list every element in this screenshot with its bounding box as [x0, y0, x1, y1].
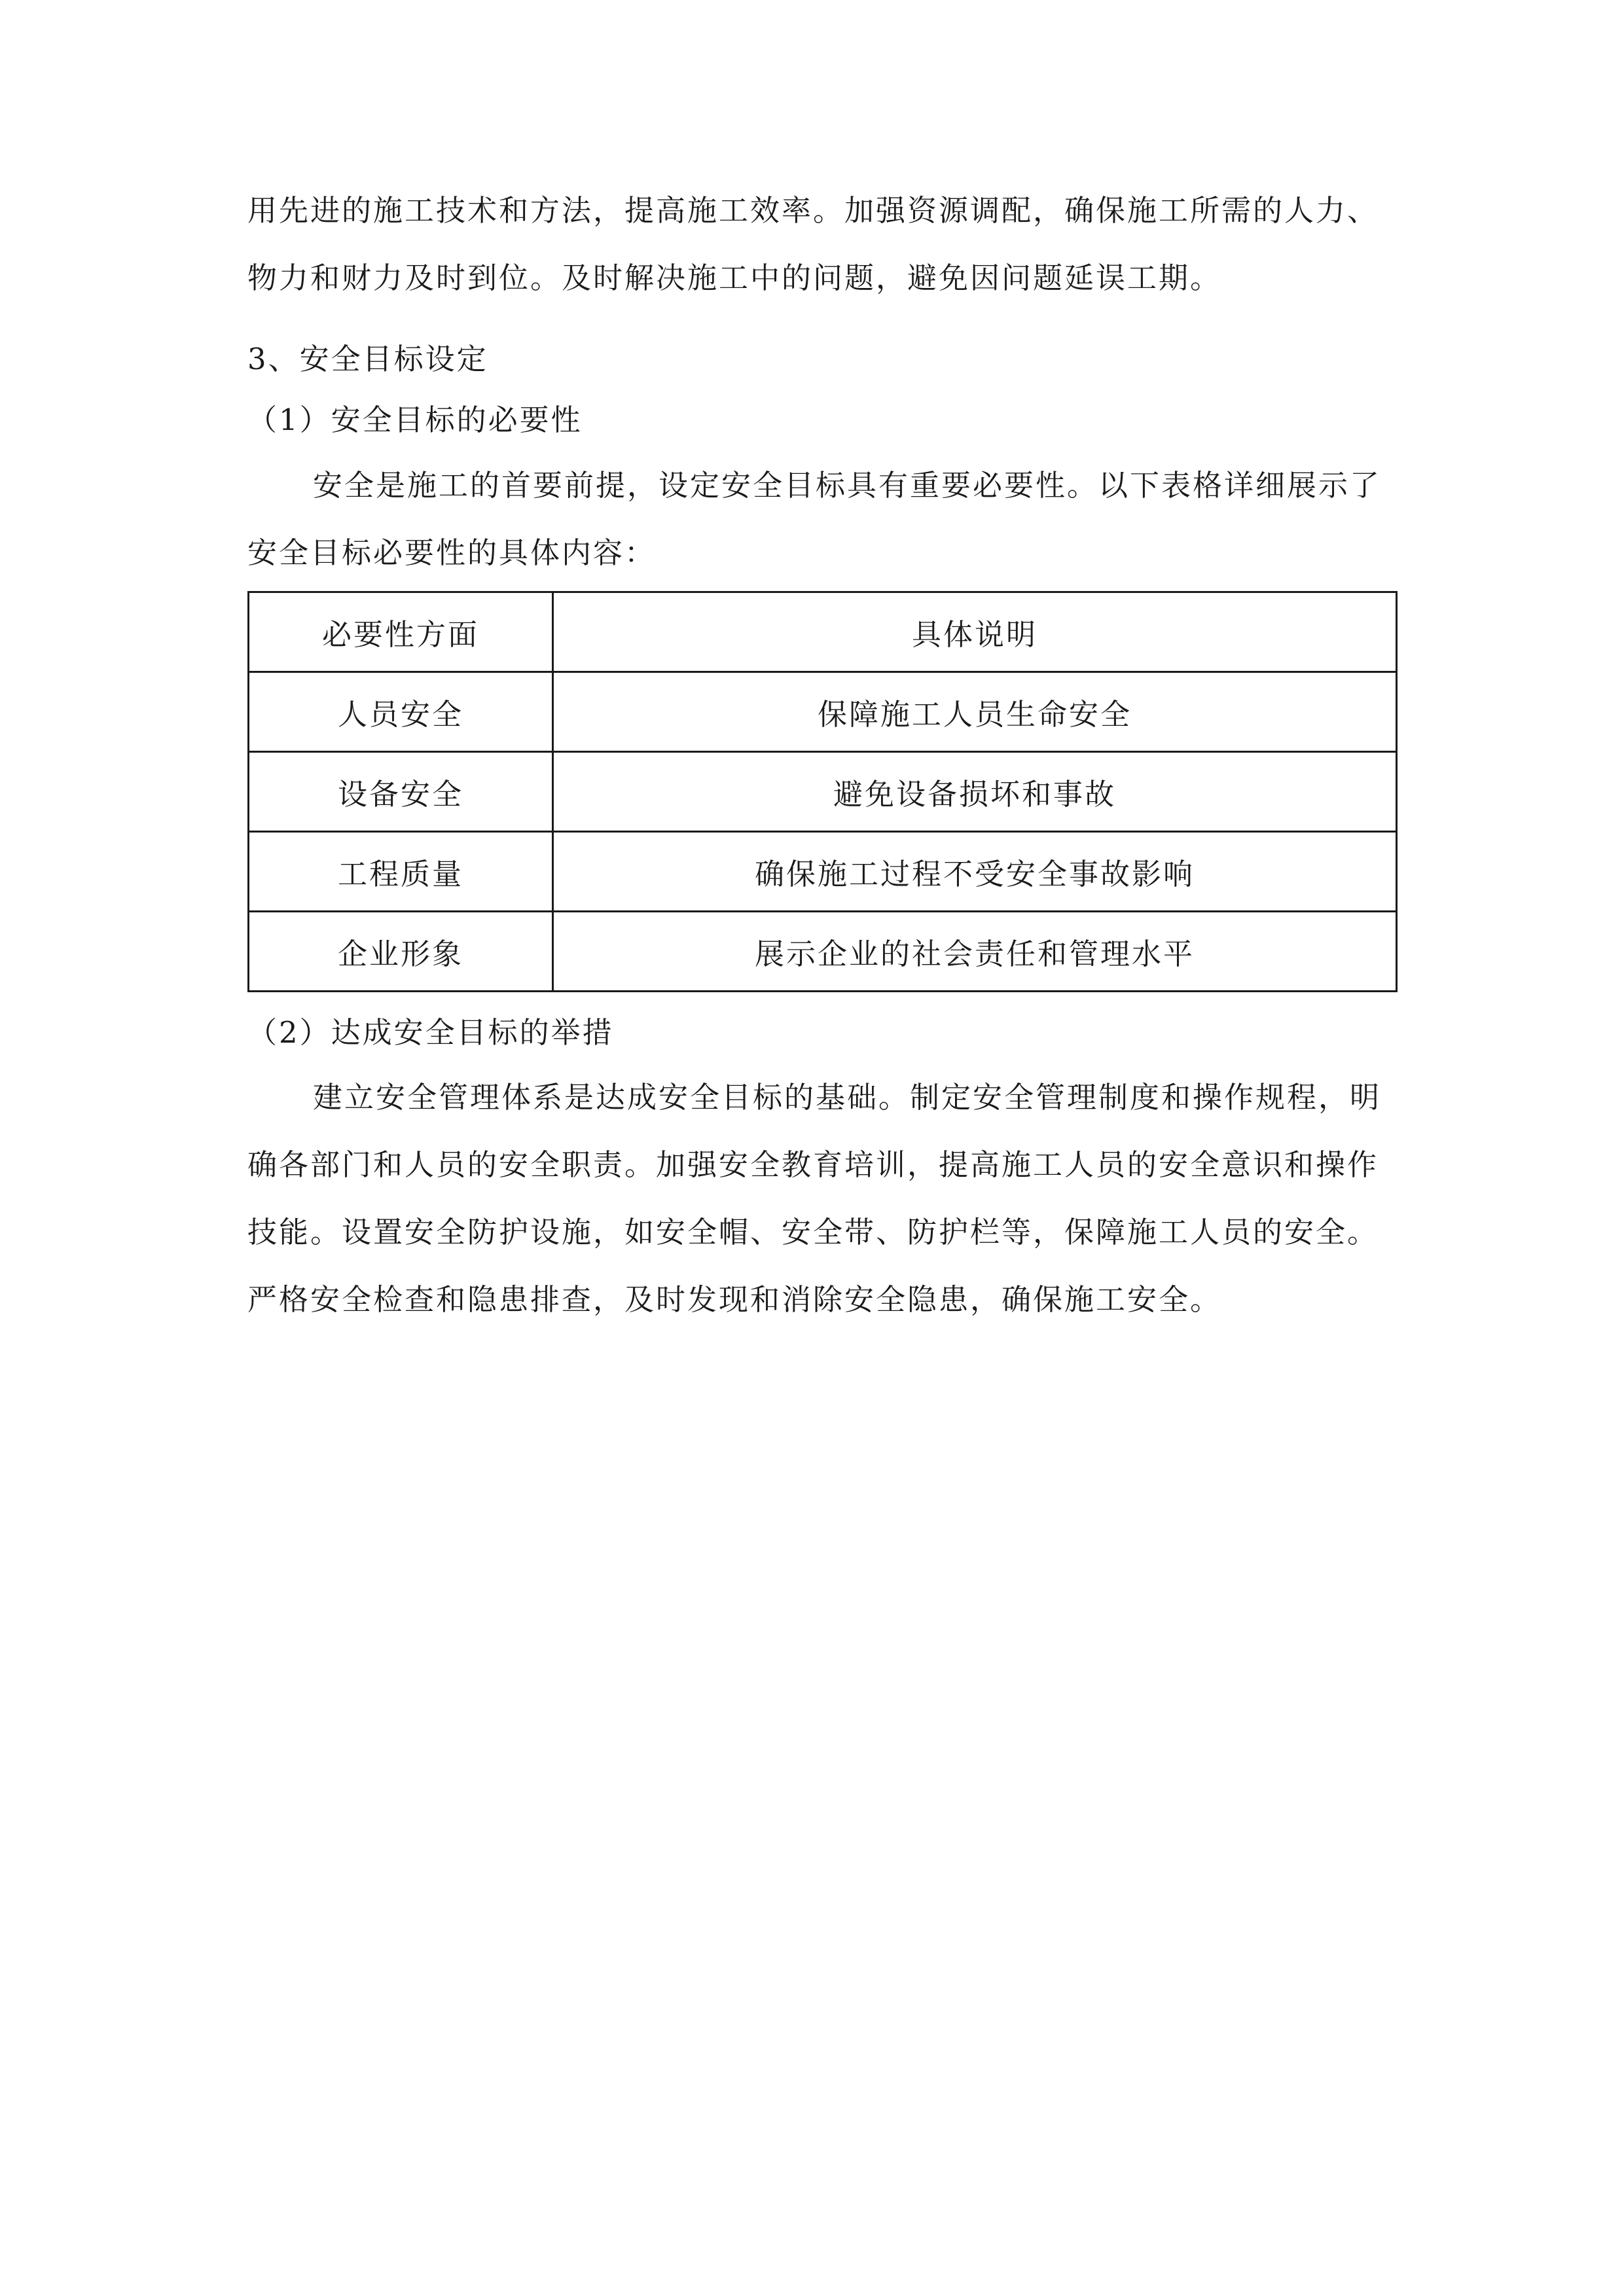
table-header-row: [249, 592, 1397, 672]
table-row: [249, 672, 1397, 752]
table-row: [249, 752, 1397, 832]
table-row: [249, 832, 1397, 912]
table-header-cell: 必要性方面: [249, 592, 553, 672]
subheading-safety-measures: （2）达成安全目标的举措: [247, 1015, 614, 1050]
table-cell-description: 确保施工过程不受安全事故影响: [553, 832, 1397, 912]
table-row: [249, 912, 1397, 992]
subheading-safety-necessity: （1）安全目标的必要性: [247, 403, 583, 437]
paragraph-safety-measures: 建立安全管理体系是达成安全目标的基础。制定安全管理制度和操作规程，明确各部门和人员的安全职责。加强安全教育培训，提高施工人员的安全意识和操作技能。设置安全防护设施，如安全帽、安全带、防护栏等，保障施工人员的安全。严格安全检查和隐患排查，及时发现和消除安全隐患，确保施工安全。: [247, 1080, 1382, 1317]
table-cell-description: 展示企业的社会责任和管理水平: [553, 912, 1397, 992]
table-cell-description: 避免设备损坏和事故: [553, 752, 1397, 832]
table-cell-description: 保障施工人员生命安全: [553, 672, 1397, 752]
paragraph-safety-necessity: 安全是施工的首要前提，设定安全目标具有重要必要性。以下表格详细展示了安全目标必要性的具体内容：: [247, 468, 1382, 570]
table-cell-aspect: 企业形象: [249, 912, 553, 992]
paragraph-construction-efficiency: 用先进的施工技术和方法，提高施工效率。加强资源调配，确保施工所需的人力、物力和财力及时到位。及时解决施工中的问题，避免因问题延误工期。: [247, 193, 1379, 295]
table-cell-aspect: 人员安全: [249, 672, 553, 752]
section-heading-safety-goals: 3、安全目标设定: [247, 342, 488, 376]
table-header-cell: 具体说明: [553, 592, 1397, 672]
table-cell-aspect: 设备安全: [249, 752, 553, 832]
safety-necessity-table: [247, 591, 1398, 992]
table-cell-aspect: 工程质量: [249, 832, 553, 912]
